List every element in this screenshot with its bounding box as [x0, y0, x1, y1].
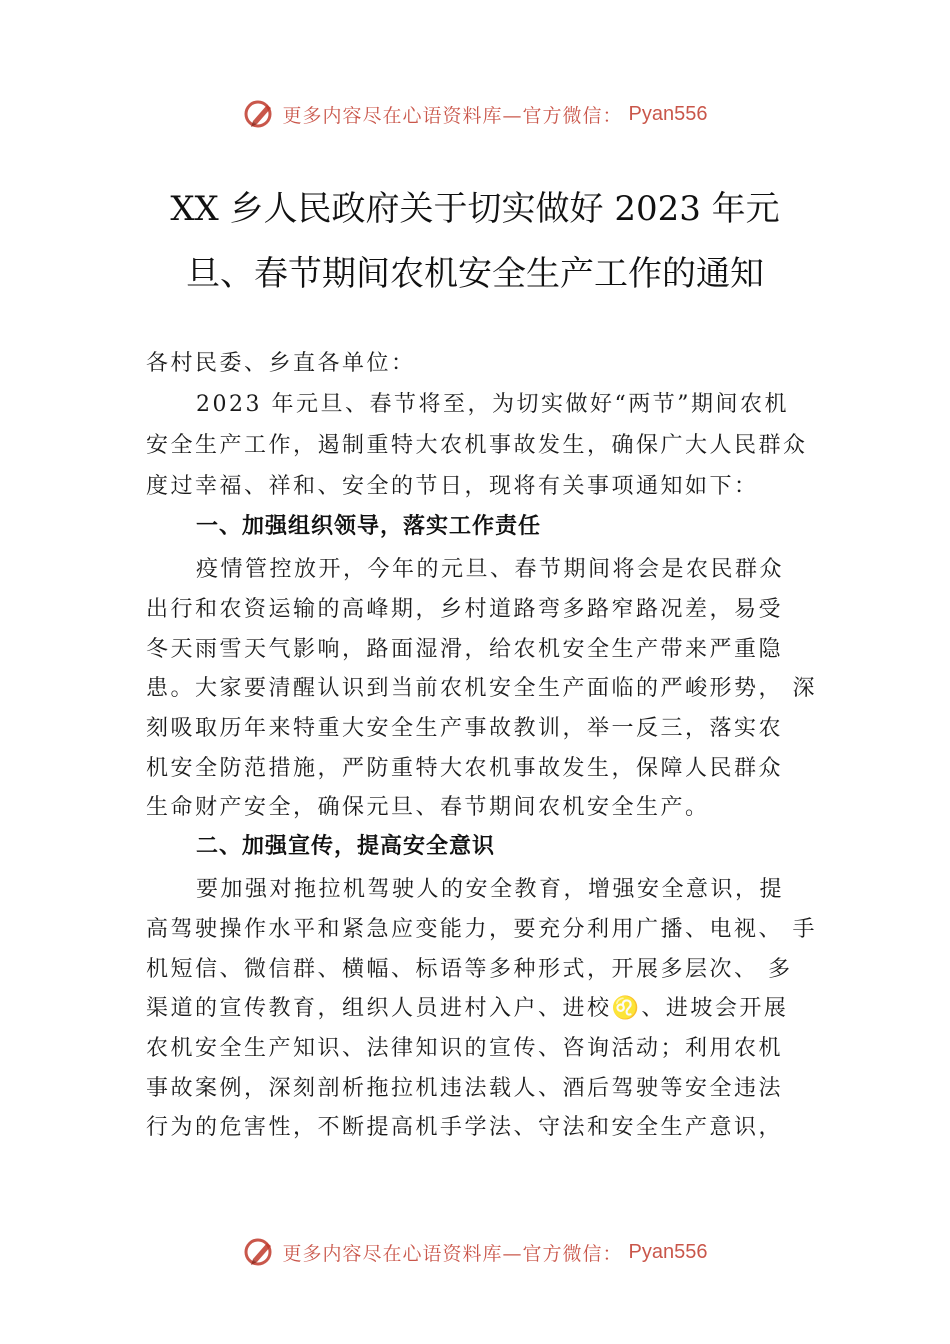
intro-line: 度过幸福、祥和、安全的节日，现将有关事项通知如下：	[146, 474, 759, 499]
section-2-heading: 二、加强宣传，提高安全意识	[196, 834, 496, 859]
watermark-header	[0, 94, 950, 134]
section-1-line: 疫情管控放开，今年的元旦、春节期间将会是农民群众	[196, 557, 785, 582]
section-2-line	[146, 995, 788, 1023]
section-2-line-tail: ♌、进坡会开展	[611, 996, 789, 1021]
document-title-line-2: 旦、春节期间农机安全生产工作的通知	[186, 254, 764, 294]
section-2-line: 行为的危害性，不断提高机手学法、守法和安全生产意识，	[146, 1115, 784, 1140]
section-1-heading: 一、加强组织领导，落实工作责任	[196, 514, 542, 539]
section-2-line: 农机安全生产知识、法律知识的宣传、咨询活动；利用农机	[146, 1036, 784, 1061]
pen-logo-icon	[243, 97, 277, 131]
document-title-line-1: XX 乡人民政府关于切实做好 2023 年元	[170, 189, 780, 229]
watermark-text: 更多内容尽在心语资料库—官方微信：	[282, 104, 623, 127]
section-1-line: 出行和农资运输的高峰期，乡村道路弯多路窄路况差，易受	[146, 597, 784, 622]
section-1-line: 生命财产安全，确保元旦、春节期间农机安全生产。	[146, 795, 710, 820]
watermark-wechat-id: Pyan556	[628, 1240, 708, 1263]
section-1-line: 刻吸取历年来特重大安全生产事故教训，举一反三，落实农	[146, 716, 784, 741]
section-1-line: 机安全防范措施，严防重特大农机事故发生，保障人民群众	[146, 756, 784, 781]
intro-line: 安全生产工作，遏制重特大农机事故发生，确保广大人民群众	[146, 433, 808, 458]
pen-logo-icon	[243, 1235, 277, 1269]
section-1-line: 冬天雨雪天气影响，路面湿滑，给农机安全生产带来严重隐	[146, 637, 784, 662]
section-2-line: 机短信、微信群、横幅、标语等多种形式，开展多层次、 多	[146, 957, 793, 982]
intro-line: 2023 年元旦、春节将至，为切实做好“两节”期间农机	[196, 392, 789, 417]
watermark-text: 更多内容尽在心语资料库—官方微信：	[282, 1242, 623, 1265]
watermark-wechat-id: Pyan556	[628, 102, 708, 125]
section-2-line: 事故案例，深刻剖析拖拉机违法载人、酒后驾驶等安全违法	[146, 1076, 784, 1101]
watermark-footer	[0, 1232, 950, 1272]
section-2-line-text: 渠道的宣传教育，组织人员进村入户、进校	[146, 996, 612, 1021]
section-2-line: 高驾驶操作水平和紧急应变能力，要充分利用广播、电视、 手	[146, 917, 817, 942]
salutation: 各村民委、乡直各单位：	[146, 351, 416, 376]
section-1-line: 患。大家要清醒认识到当前农机安全生产面临的严峻形势， 深	[146, 676, 817, 701]
section-2-line: 要加强对拖拉机驾驶人的安全教育，增强安全意识，提	[196, 877, 785, 902]
